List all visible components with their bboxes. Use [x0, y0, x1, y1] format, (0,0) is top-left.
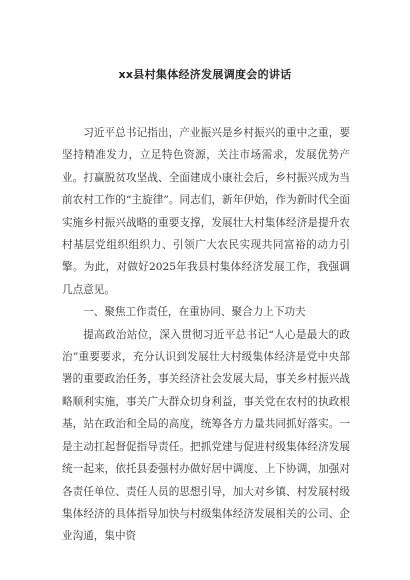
intro-paragraph: 习近平总书记指出，产业振兴是乡村振兴的重中之重，要坚持精准发力，立足特色资源，关注市场需求，发展优势产业。打赢脱贫攻坚战、全面建成小康社会后，乡村振兴成为当前农村工作的“主旋律”。同志们，新年伊始，作为新时代全面实施乡村振兴战略的重要支撑，发展壮大村集体经济是提升农村基层党组织组织力、引领广大农民实现共同富裕的动力引擎。为此，对做好2025年我县村集体经济发展工作，我强调几点意见。 [62, 127, 350, 296]
document-body [62, 122, 350, 548]
section-heading-1: 一、聚焦工作责任，在重协同、聚合力上下功夫 [83, 306, 306, 319]
section-paragraph-1: 提高政治站位，深入贯彻习近平总书记“人心是最大的政治”重要要求，充分认识到发展壮大村级集体经济是党中央部署的重要政治任务，事关经济社会发展大局，事关乡村振兴战略顺利实施，事关广大群众切身利益，事关党在农村的执政根基，站在政治和全局的高度，统筹各方力量共同抓好落实。一是主动扛起督促指导责任。把抓党建与促进村级集体经济发展统一起来，依托县委强村办做好居中调度、上下协调，加强对各责任单位、责任人员的思想引导，加大对乡镇、村发展村级集体经济的具体指导加快与村级集体经济发展相关的公司、企业沟通，集中资 [62, 328, 350, 543]
document-title: xx县村集体经济发展调度会的讲话 [118, 68, 292, 81]
